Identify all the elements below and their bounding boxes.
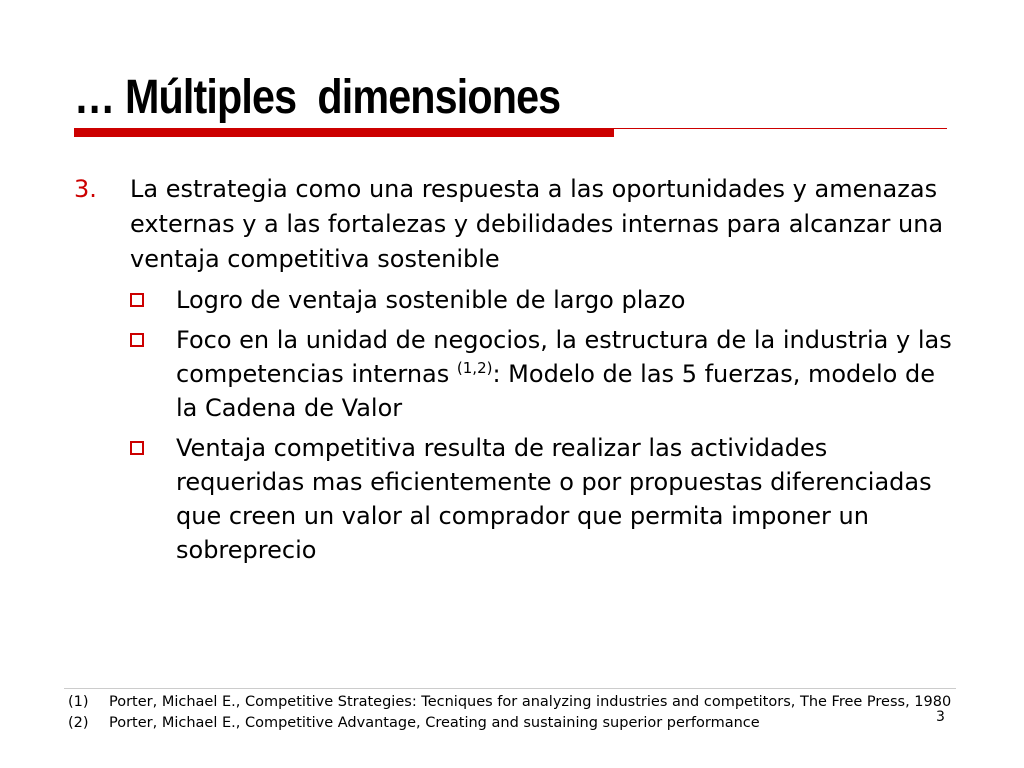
footnote-reference: (1,2) — [456, 359, 493, 377]
subpoint-text: Ventaja competitiva resulta de realizar las actividades requeridas mas eficientemente o por propuestas diferenciadas que creen un valor al comprador que permita imponer un sobreprecio — [176, 434, 932, 564]
hollow-square-bullet-icon — [130, 293, 144, 307]
footnote-divider — [64, 688, 956, 689]
page-number: 3 — [936, 709, 945, 725]
subpoint-text: Logro de ventaja sostenible de largo plazo — [176, 286, 686, 314]
subpoint — [74, 283, 954, 317]
hollow-square-bullet-icon — [130, 333, 144, 347]
subpoint-text: Foco en la unidad de negocios, la estructura de la industria y las competencias internas — [176, 326, 952, 388]
subpoint-list — [74, 283, 954, 567]
title-underline-thick — [74, 128, 614, 137]
footnote-text: Porter, Michael E., Competitive Strategies: Tecniques for analyzing industries and competitors, The Free Press, 1980 — [109, 694, 952, 710]
footnote-number: (2) — [68, 715, 89, 731]
point-text: La estrategia como una respuesta a las oportunidades y amenazas externas y a las fortalezas y debilidades internas para alcanzar una ventaja competitiva sostenible — [130, 175, 944, 273]
subpoint-text-continued: : Modelo de las 5 fuerzas, modelo de la Cadena de Valor — [176, 360, 935, 422]
hollow-square-bullet-icon — [130, 441, 144, 455]
point-number: 3. — [74, 175, 97, 203]
subpoint — [74, 323, 954, 425]
footnote-number: (1) — [68, 694, 89, 710]
footnote — [64, 692, 1008, 713]
slide-title: … Múltiples dimensiones — [74, 71, 561, 124]
footnote — [64, 713, 1008, 734]
title-underline-thin — [614, 128, 947, 129]
footnotes — [64, 692, 1008, 734]
footnote-text: Porter, Michael E., Competitive Advantage, Creating and sustaining superior performance — [109, 715, 760, 731]
subpoint — [74, 431, 954, 567]
slide-body — [74, 172, 954, 573]
numbered-point — [74, 172, 954, 277]
